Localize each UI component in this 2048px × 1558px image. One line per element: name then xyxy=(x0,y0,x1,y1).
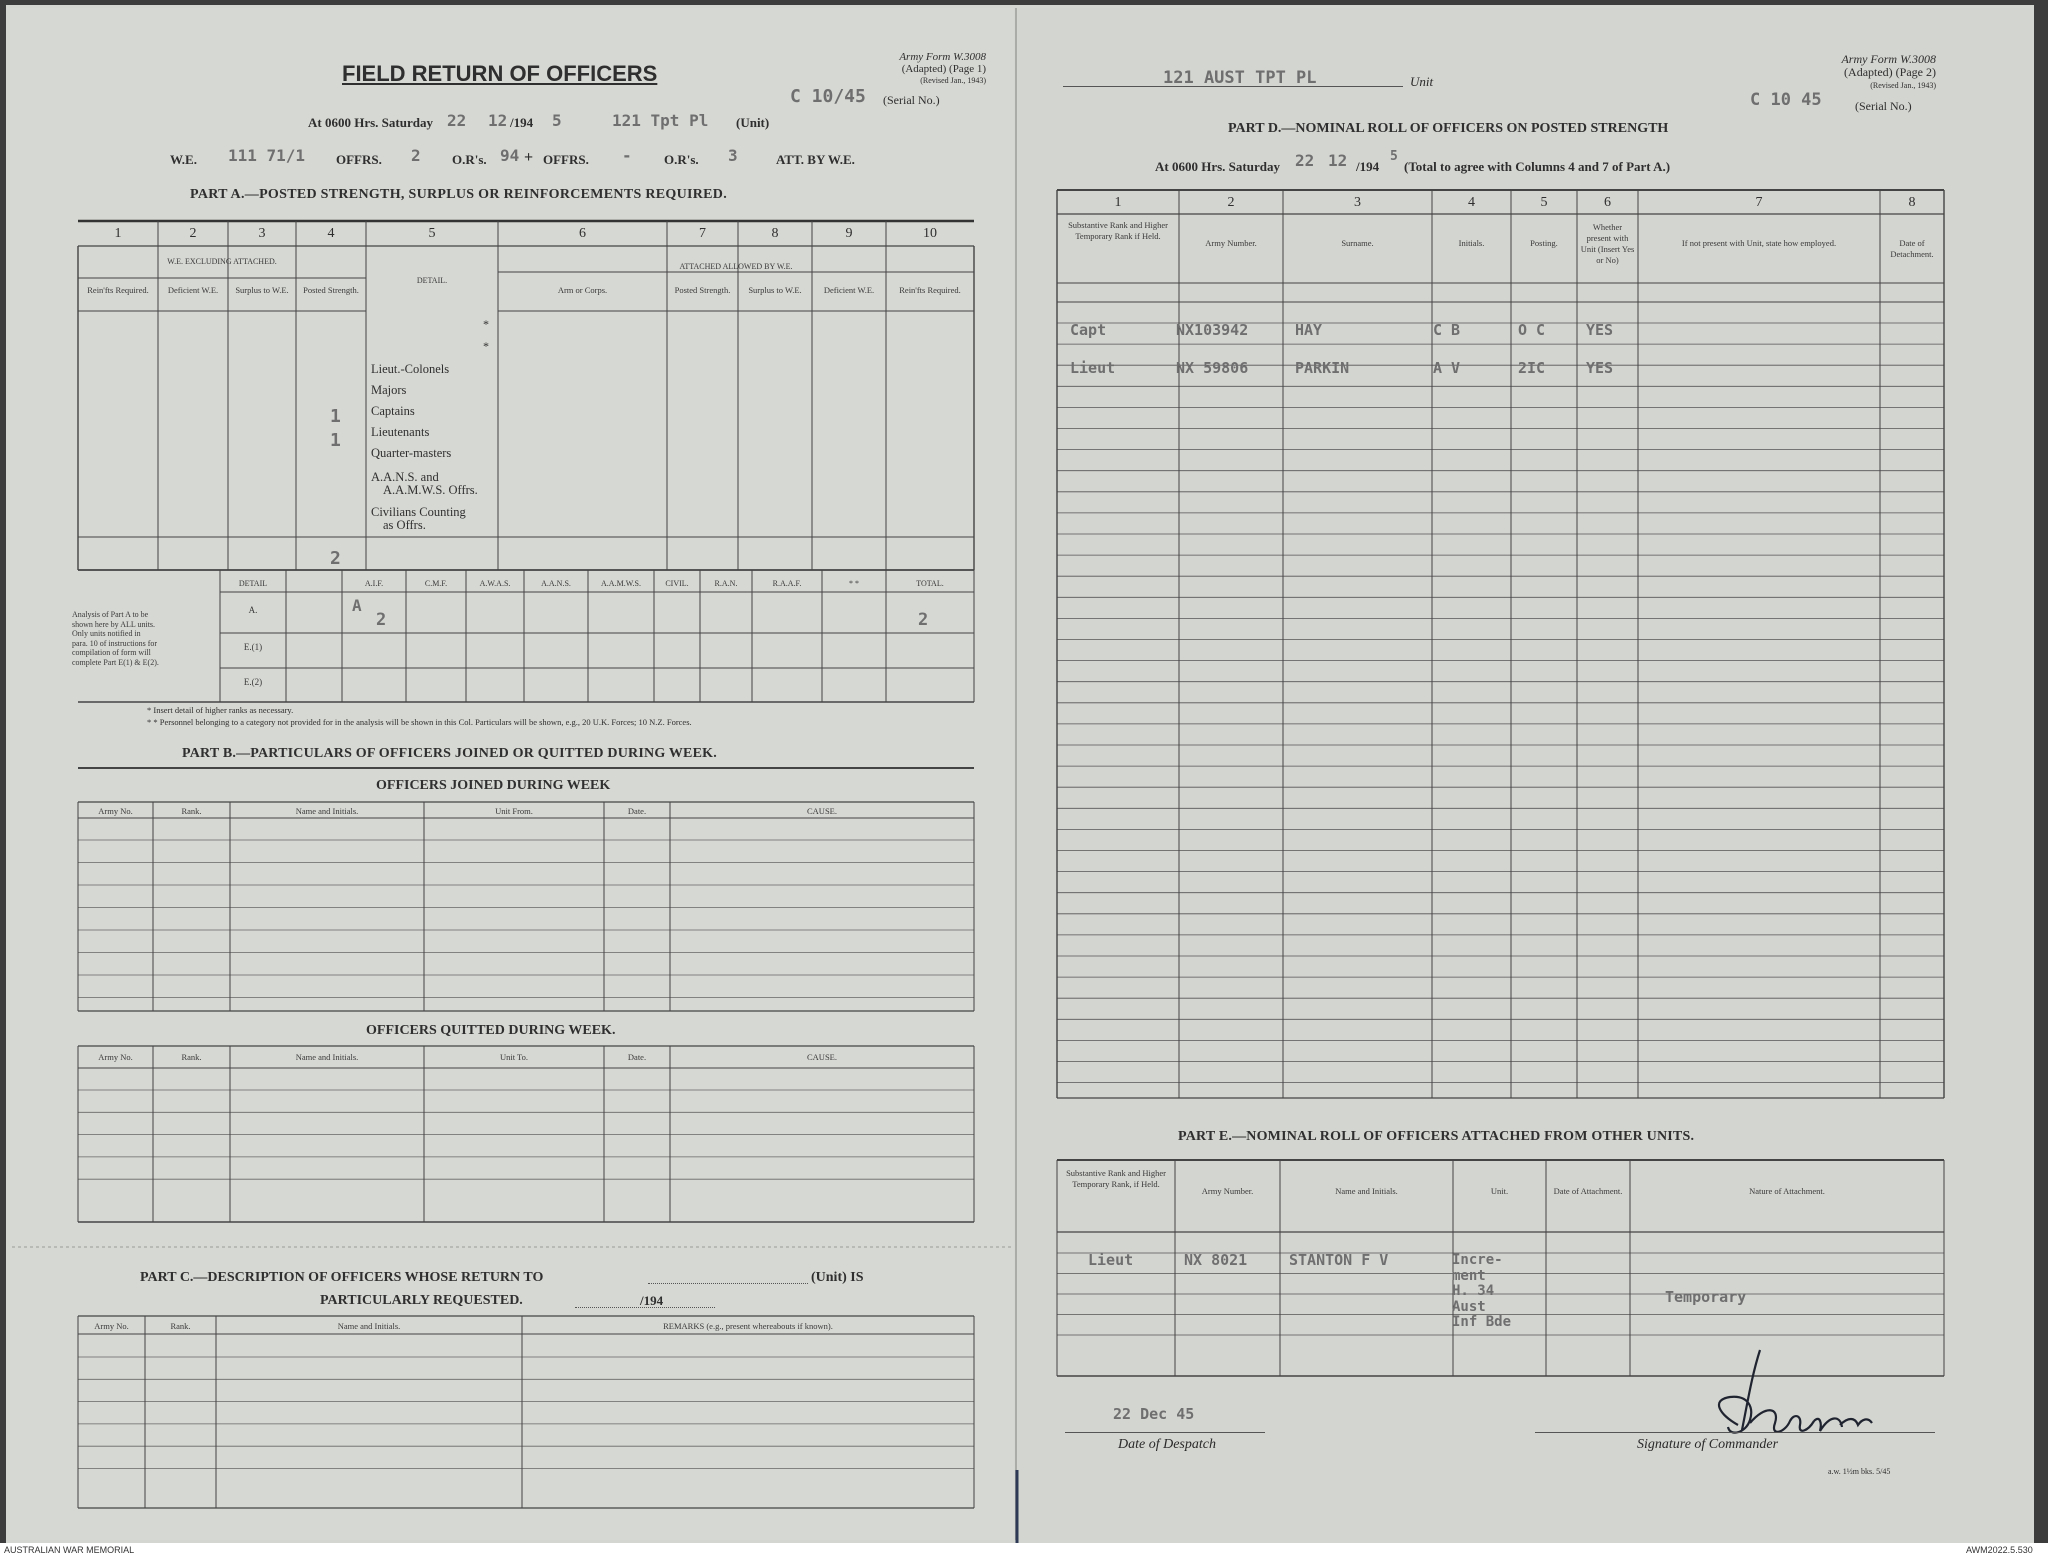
offrs-label: OFFRS. xyxy=(336,152,382,167)
part-c-header: Name and Initials. xyxy=(337,1321,401,1331)
col-number: 8 xyxy=(771,226,779,241)
col-number: 4 xyxy=(327,226,335,241)
page-title: FIELD RETURN OF OFFICERS xyxy=(342,61,658,86)
part-c-date: /194 xyxy=(640,1293,664,1308)
col-header: Posted Strength. xyxy=(674,285,731,295)
col-number: 7 xyxy=(699,226,706,241)
detail-star: * xyxy=(483,339,489,353)
analysis-header: R.A.A.F. xyxy=(772,579,802,588)
analysis-total-value: 2 xyxy=(918,610,929,630)
analysis-aif-mark: A xyxy=(352,596,362,615)
col-number: 6 xyxy=(1604,195,1611,210)
signature-rule xyxy=(1535,1432,1935,1433)
right-form-id xyxy=(1740,53,1936,92)
roll-present: YES xyxy=(1586,359,1614,377)
note-line: Only units notified in xyxy=(72,629,141,638)
ors2-value: 3 xyxy=(728,146,738,165)
col-header: Substantive Rank and Higher Temporary Rank if Held. xyxy=(1068,220,1168,241)
roll-surname: PARKIN xyxy=(1295,359,1350,377)
col-header: If not present with Unit, state how employed. xyxy=(1681,238,1837,248)
note-line: compilation of form will xyxy=(72,648,151,657)
at-year: /194 xyxy=(1356,159,1380,174)
footer-reference: AWM2022.5.530 xyxy=(1966,1545,2033,1555)
despatch-rule xyxy=(1065,1432,1265,1433)
col-header: Arm or Corps. xyxy=(557,285,608,295)
e-header: Name and Initials. xyxy=(1335,1186,1398,1196)
detail-quarter-masters: Quarter-masters xyxy=(371,446,452,460)
ors-value: 94 xyxy=(500,146,520,165)
at-suffix: (Total to agree with Columns 4 and 7 of Part A.) xyxy=(1404,159,1671,174)
roll-posting: 2IC xyxy=(1518,359,1546,377)
col-header: Deficient W.E. xyxy=(167,285,219,295)
col-header: Army Number. xyxy=(1205,238,1257,248)
footer-archive: AUSTRALIAN WAR MEMORIAL xyxy=(4,1545,135,1555)
part-e-title: PART E.—NOMINAL ROLL OF OFFICERS ATTACHED FROM OTHER UNITS. xyxy=(1178,1129,1695,1144)
at-day: 22 xyxy=(447,111,467,130)
analysis-header: DETAIL xyxy=(238,579,268,588)
col-header: Rein'fts Required. xyxy=(87,285,149,295)
right-unit-blank xyxy=(1063,68,1403,88)
joined-header: Unit From. xyxy=(495,806,533,816)
col-number: 2 xyxy=(189,226,197,241)
attached-header: ATTACHED ALLOWED BY W.E. xyxy=(679,262,793,271)
detail-lieutenants: Lieutenants xyxy=(371,425,430,439)
at-day: 22 xyxy=(1295,151,1315,170)
col-number: 4 xyxy=(1468,195,1475,210)
posted-lieutenants-value: 1 xyxy=(330,430,341,451)
col-number: 6 xyxy=(579,226,586,241)
right-unit-value: 121 AUST TPT PL xyxy=(1163,68,1317,88)
joined-header: Rank. xyxy=(181,806,202,816)
e-header: Substantive Rank and Higher Temporary Rank, if Held. xyxy=(1066,1168,1166,1189)
at-month: 12 xyxy=(1328,151,1348,170)
offrs2-value: - xyxy=(622,146,632,165)
e-number: NX 8021 xyxy=(1184,1251,1248,1269)
col-header: Whether present with Unit (Insert Yes or No) xyxy=(1580,222,1635,265)
left-form-id xyxy=(790,51,986,87)
part-c-header: Rank. xyxy=(170,1321,191,1331)
roll-number: NX103942 xyxy=(1176,321,1249,339)
we-value: 111 71/1 xyxy=(228,146,306,165)
despatch-date: 22 Dec 45 xyxy=(1113,1405,1195,1423)
part-b-title: PART B.—PARTICULARS OF OFFICERS JOINED OR QUITTED DURING WEEK. xyxy=(182,746,717,761)
at-year-digit: 5 xyxy=(1390,149,1398,164)
col-number: 3 xyxy=(1354,195,1361,210)
part-c-unit-blank xyxy=(648,1270,808,1284)
detail-star: * xyxy=(483,317,489,331)
posted-captains-value: 1 xyxy=(330,406,341,427)
note-line: complete Part E(1) & E(2). xyxy=(72,657,159,667)
e-nature: Temporary xyxy=(1665,1288,1747,1306)
note-line: Analysis of Part A to be xyxy=(72,610,149,619)
plus-sign: + xyxy=(524,149,534,166)
footnote-2: * * Personnel belonging to a category not provided for in the analysis will be shown in this Col. Particulars will be shown, e.g., 20 U.K. Forces; 10 N.Z. Forces. xyxy=(147,717,692,727)
detail-lieut-colonels: Lieut.-Colonels xyxy=(371,362,450,376)
roll-number: NX 59806 xyxy=(1176,359,1249,377)
analysis-row-e2: E.(2) xyxy=(243,677,263,687)
e-unit xyxy=(1452,1253,1511,1331)
serial-label: (Serial No.) xyxy=(883,93,940,107)
ors2-label: O.R's. xyxy=(664,152,699,167)
analysis-header: R.A.N. xyxy=(714,579,738,588)
footnote-1: * Insert detail of higher ranks as necessary. xyxy=(147,705,294,715)
e-unit-line: Incre- xyxy=(1452,1252,1503,1268)
at-month: 12 xyxy=(488,111,508,130)
att-label: ATT. BY W.E. xyxy=(776,152,855,167)
note-line: shown here by ALL units. xyxy=(72,619,156,629)
form-id-line: Army Form W.3008 xyxy=(1841,52,1936,66)
form-id-line: (Adapted) (Page 2) xyxy=(1844,65,1936,79)
roll-rank: Capt xyxy=(1070,321,1107,339)
col-number: 7 xyxy=(1755,195,1763,210)
analysis-header: CIVIL. xyxy=(665,579,689,588)
analysis-header: * * xyxy=(849,579,859,588)
joined-header: CAUSE. xyxy=(807,806,837,816)
we-excluding-header: W.E. EXCLUDING ATTACHED. xyxy=(167,257,277,266)
at-unit-label: (Unit) xyxy=(736,115,770,130)
col-header: Initials. xyxy=(1458,238,1485,248)
e-rank: Lieut xyxy=(1088,1251,1134,1269)
e-header: Date of Attachment. xyxy=(1553,1186,1623,1196)
detail-captains: Captains xyxy=(371,404,415,418)
posted-total-value: 2 xyxy=(330,548,341,569)
part-a-title: PART A.—POSTED STRENGTH, SURPLUS OR REINFORCEMENTS REQUIRED. xyxy=(190,187,728,202)
roll-present: YES xyxy=(1586,321,1614,339)
analysis-header: A.W.A.S. xyxy=(479,579,511,588)
part-c-header: Army No. xyxy=(94,1321,129,1331)
analysis-header: TOTAL. xyxy=(916,579,944,588)
col-header: Surname. xyxy=(1341,238,1374,248)
printer-note: a.w. 1½m bks. 5/45 xyxy=(1828,1467,1891,1476)
detail-header: DETAIL. xyxy=(416,276,448,285)
col-number: 1 xyxy=(1114,195,1122,210)
col-header: Surplus to W.E. xyxy=(748,285,802,295)
at-unit: 121 Tpt Pl xyxy=(612,111,709,130)
e-unit-line: ment xyxy=(1452,1267,1486,1284)
roll-initials: A V xyxy=(1433,359,1461,377)
form-id-line: (Revised Jan., 1943) xyxy=(1870,81,1936,90)
analysis-row-e1: E.(1) xyxy=(243,642,263,652)
joined-header: Name and Initials. xyxy=(295,806,359,816)
e-header: Army Number. xyxy=(1201,1186,1254,1196)
quitted-header: Date. xyxy=(627,1052,647,1062)
col-number: 10 xyxy=(923,226,937,241)
commander-signature xyxy=(1690,1345,1910,1445)
right-unit-label: Unit xyxy=(1410,74,1434,89)
col-number: 2 xyxy=(1227,195,1235,210)
quitted-header: CAUSE. xyxy=(807,1052,837,1062)
joined-header: Date. xyxy=(627,806,647,816)
detail-as-offrs: as Offrs. xyxy=(383,518,426,532)
col-header: Surplus to W.E. xyxy=(235,285,289,295)
right-serial-number: C 10 45 xyxy=(1750,90,1822,110)
right-serial-label: (Serial No.) xyxy=(1855,99,1912,113)
part-c-title-2: PARTICULARLY REQUESTED. xyxy=(320,1293,523,1308)
col-number: 8 xyxy=(1908,195,1916,210)
col-number: 1 xyxy=(114,226,122,241)
analysis-row-a: A. xyxy=(248,605,258,615)
part-d-title: PART D.—NOMINAL ROLL OF OFFICERS ON POSTED STRENGTH xyxy=(1228,121,1669,136)
signature-label: Signature of Commander xyxy=(1637,1437,1779,1452)
analysis-header: A.I.F. xyxy=(364,579,384,588)
form-id-line: (Revised Jan., 1943) xyxy=(920,76,986,85)
serial-number: C 10/45 xyxy=(790,86,866,107)
col-number: 9 xyxy=(845,226,853,241)
analysis-aif-value: 2 xyxy=(376,610,387,630)
at-prefix: At 0600 Hrs. Saturday xyxy=(1155,159,1280,174)
roll-posting: O C xyxy=(1518,321,1546,339)
form-id-line: Army Form W.3008 xyxy=(899,51,986,63)
col-header: Rein'fts Required. xyxy=(899,285,961,295)
e-header: Unit. xyxy=(1490,1186,1509,1196)
detail-majors: Majors xyxy=(371,383,407,397)
analysis-header: C.M.F. xyxy=(424,579,448,588)
roll-rank: Lieut xyxy=(1070,359,1116,377)
col-header: Posted Strength. xyxy=(303,285,359,295)
quitted-header: Army No. xyxy=(98,1052,133,1062)
form-id-line: (Adapted) (Page 1) xyxy=(901,63,986,75)
analysis-header: A.A.N.S. xyxy=(541,579,571,588)
e-header: Nature of Attachment. xyxy=(1749,1186,1825,1196)
col-number: 5 xyxy=(428,226,436,241)
joined-title: OFFICERS JOINED DURING WEEK xyxy=(376,778,611,793)
joined-header: Army No. xyxy=(98,806,133,816)
despatch-label: Date of Despatch xyxy=(1118,1437,1216,1452)
offrs-value: 2 xyxy=(411,146,421,165)
roll-surname: HAY xyxy=(1295,321,1323,339)
at-year: /194 xyxy=(510,115,534,130)
part-c-unit-label: (Unit) IS xyxy=(811,1270,864,1285)
note-line: para. 10 of instructions for xyxy=(72,638,158,648)
quitted-header: Rank. xyxy=(181,1052,202,1062)
quitted-header: Unit To. xyxy=(499,1052,529,1062)
col-header: Deficient W.E. xyxy=(823,285,875,295)
quitted-header: Name and Initials. xyxy=(295,1052,359,1062)
detail-aans: A.A.N.S. and xyxy=(371,470,439,484)
detail-aamws: A.A.M.W.S. Offrs. xyxy=(383,483,478,497)
e-unit-line: Aust xyxy=(1452,1298,1486,1315)
analysis-header: A.A.M.W.S. xyxy=(601,579,641,588)
we-label: W.E. xyxy=(170,152,197,167)
col-number: 5 xyxy=(1540,195,1548,210)
ors-label: O.R's. xyxy=(452,152,487,167)
roll-initials: C B xyxy=(1433,321,1461,339)
col-header: Date of Detachment. xyxy=(1890,238,1934,259)
quitted-title: OFFICERS QUITTED DURING WEEK. xyxy=(366,1023,616,1038)
offrs2-label: OFFRS. xyxy=(543,152,589,167)
at-prefix: At 0600 Hrs. Saturday xyxy=(308,115,433,130)
analysis-note xyxy=(72,610,218,667)
at-year-digit: 5 xyxy=(552,111,562,130)
detail-civilians: Civilians Counting xyxy=(371,505,466,519)
e-unit-line: Inf Bde xyxy=(1452,1314,1512,1330)
e-unit-line: H. 34 xyxy=(1452,1283,1495,1299)
col-header: Posting. xyxy=(1530,238,1558,248)
col-number: 3 xyxy=(258,226,266,241)
e-name: STANTON F V xyxy=(1289,1251,1389,1269)
part-c-title: PART C.—DESCRIPTION OF OFFICERS WHOSE RETURN TO xyxy=(140,1270,544,1285)
part-c-header: REMARKS (e.g., present whereabouts if known). xyxy=(663,1321,833,1331)
